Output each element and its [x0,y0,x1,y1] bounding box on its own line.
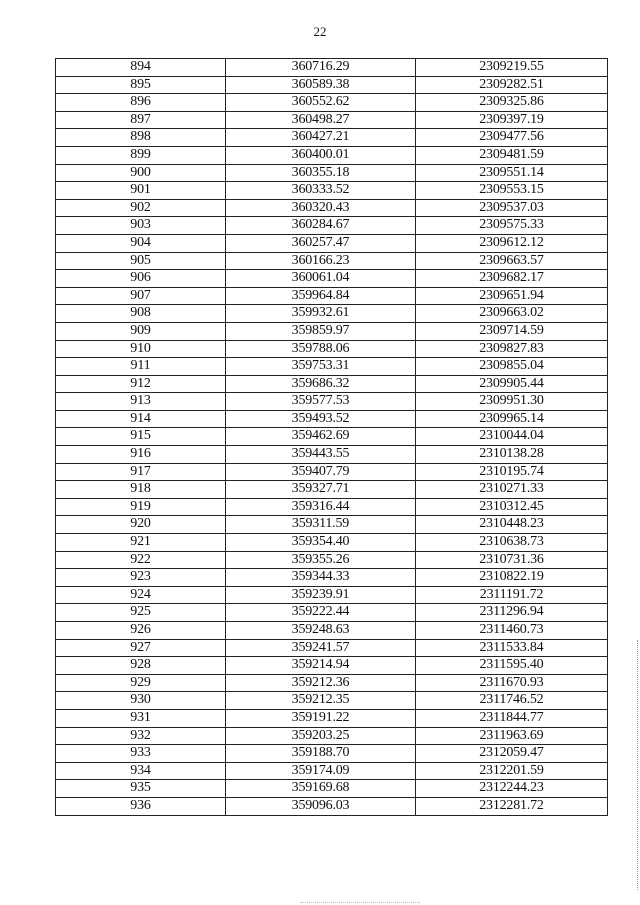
point-number-cell: 931 [56,709,226,727]
table-row [56,516,608,534]
y-coordinate-cell: 2310044.04 [416,428,608,446]
y-coordinate-cell: 2312281.72 [416,797,608,815]
x-coordinate-cell: 359407.79 [226,463,416,481]
page-number: 22 [313,24,327,39]
y-coordinate-cell: 2309551.14 [416,164,608,182]
coordinates-table-body [56,59,608,816]
table-row [56,481,608,499]
y-coordinate-cell: 2309612.12 [416,234,608,252]
y-coordinate-cell: 2310271.33 [416,481,608,499]
x-coordinate-cell: 360427.21 [226,129,416,147]
x-coordinate-cell: 359311.59 [226,516,416,534]
y-coordinate-cell: 2311746.52 [416,692,608,710]
y-coordinate-cell: 2309855.04 [416,358,608,376]
table-row [56,94,608,112]
point-number-cell: 917 [56,463,226,481]
x-coordinate-cell: 359493.52 [226,410,416,428]
y-coordinate-cell: 2309714.59 [416,322,608,340]
point-number-cell: 909 [56,322,226,340]
table-row [56,622,608,640]
point-number-cell: 930 [56,692,226,710]
y-coordinate-cell: 2310448.23 [416,516,608,534]
point-number-cell: 902 [56,199,226,217]
table-row [56,551,608,569]
y-coordinate-cell: 2309827.83 [416,340,608,358]
y-coordinate-cell: 2309965.14 [416,410,608,428]
x-coordinate-cell: 359753.31 [226,358,416,376]
point-number-cell: 922 [56,551,226,569]
table-row [56,234,608,252]
table-row [56,393,608,411]
point-number-cell: 916 [56,446,226,464]
table-row [56,780,608,798]
x-coordinate-cell: 359239.91 [226,586,416,604]
x-coordinate-cell: 359327.71 [226,481,416,499]
table-row [56,674,608,692]
table-row [56,375,608,393]
x-coordinate-cell: 360320.43 [226,199,416,217]
x-coordinate-cell: 359241.57 [226,639,416,657]
y-coordinate-cell: 2311296.94 [416,604,608,622]
x-coordinate-cell: 360552.62 [226,94,416,112]
x-coordinate-cell: 360498.27 [226,111,416,129]
point-number-cell: 912 [56,375,226,393]
y-coordinate-cell: 2309682.17 [416,270,608,288]
y-coordinate-cell: 2309397.19 [416,111,608,129]
x-coordinate-cell: 359222.44 [226,604,416,622]
y-coordinate-cell: 2310195.74 [416,463,608,481]
y-coordinate-cell: 2312059.47 [416,745,608,763]
table-row [56,463,608,481]
table-row [56,129,608,147]
y-coordinate-cell: 2309477.56 [416,129,608,147]
point-number-cell: 903 [56,217,226,235]
x-coordinate-cell: 359859.97 [226,322,416,340]
point-number-cell: 935 [56,780,226,798]
table-row [56,199,608,217]
table-row [56,428,608,446]
y-coordinate-cell: 2309663.57 [416,252,608,270]
point-number-cell: 915 [56,428,226,446]
point-number-cell: 895 [56,76,226,94]
x-coordinate-cell: 359788.06 [226,340,416,358]
x-coordinate-cell: 360257.47 [226,234,416,252]
x-coordinate-cell: 359169.68 [226,780,416,798]
point-number-cell: 904 [56,234,226,252]
x-coordinate-cell: 359577.53 [226,393,416,411]
x-coordinate-cell: 359354.40 [226,534,416,552]
table-row [56,358,608,376]
point-number-cell: 905 [56,252,226,270]
x-coordinate-cell: 359932.61 [226,305,416,323]
x-coordinate-cell: 360284.67 [226,217,416,235]
table-row [56,217,608,235]
x-coordinate-cell: 360589.38 [226,76,416,94]
x-coordinate-cell: 360400.01 [226,146,416,164]
point-number-cell: 933 [56,745,226,763]
y-coordinate-cell: 2310822.19 [416,569,608,587]
point-number-cell: 932 [56,727,226,745]
table-row [56,305,608,323]
table-row [56,745,608,763]
scan-footer-mark [300,902,420,903]
y-coordinate-cell: 2310731.36 [416,551,608,569]
table-row [56,498,608,516]
x-coordinate-cell: 359191.22 [226,709,416,727]
x-coordinate-cell: 359686.32 [226,375,416,393]
table-row [56,410,608,428]
table-row [56,709,608,727]
point-number-cell: 894 [56,59,226,77]
y-coordinate-cell: 2309537.03 [416,199,608,217]
point-number-cell: 896 [56,94,226,112]
point-number-cell: 899 [56,146,226,164]
point-number-cell: 898 [56,129,226,147]
x-coordinate-cell: 359096.03 [226,797,416,815]
table-row [56,446,608,464]
point-number-cell: 906 [56,270,226,288]
table-row [56,762,608,780]
y-coordinate-cell: 2309951.30 [416,393,608,411]
y-coordinate-cell: 2310312.45 [416,498,608,516]
y-coordinate-cell: 2310638.73 [416,534,608,552]
x-coordinate-cell: 360061.04 [226,270,416,288]
table-row [56,111,608,129]
table-row [56,76,608,94]
table-row [56,164,608,182]
x-coordinate-cell: 360166.23 [226,252,416,270]
y-coordinate-cell: 2310138.28 [416,446,608,464]
table-row [56,692,608,710]
x-coordinate-cell: 359443.55 [226,446,416,464]
point-number-cell: 910 [56,340,226,358]
point-number-cell: 924 [56,586,226,604]
point-number-cell: 925 [56,604,226,622]
y-coordinate-cell: 2311595.40 [416,657,608,675]
y-coordinate-cell: 2312244.23 [416,780,608,798]
point-number-cell: 926 [56,622,226,640]
table-row [56,322,608,340]
point-number-cell: 928 [56,657,226,675]
point-number-cell: 919 [56,498,226,516]
x-coordinate-cell: 359212.35 [226,692,416,710]
y-coordinate-cell: 2309219.55 [416,59,608,77]
table-row [56,534,608,552]
x-coordinate-cell: 359212.36 [226,674,416,692]
x-coordinate-cell: 359203.25 [226,727,416,745]
scan-edge-mark [634,640,638,890]
table-row [56,340,608,358]
table-row [56,270,608,288]
point-number-cell: 918 [56,481,226,499]
table-row [56,59,608,77]
point-number-cell: 913 [56,393,226,411]
point-number-cell: 923 [56,569,226,587]
x-coordinate-cell: 359248.63 [226,622,416,640]
point-number-cell: 921 [56,534,226,552]
point-number-cell: 920 [56,516,226,534]
table-row [56,639,608,657]
x-coordinate-cell: 359344.33 [226,569,416,587]
y-coordinate-cell: 2311670.93 [416,674,608,692]
point-number-cell: 897 [56,111,226,129]
point-number-cell: 907 [56,287,226,305]
x-coordinate-cell: 359188.70 [226,745,416,763]
table-row [56,569,608,587]
y-coordinate-cell: 2311963.69 [416,727,608,745]
y-coordinate-cell: 2309282.51 [416,76,608,94]
point-number-cell: 900 [56,164,226,182]
point-number-cell: 901 [56,182,226,200]
point-number-cell: 911 [56,358,226,376]
y-coordinate-cell: 2309663.02 [416,305,608,323]
y-coordinate-cell: 2309553.15 [416,182,608,200]
y-coordinate-cell: 2309905.44 [416,375,608,393]
y-coordinate-cell: 2309651.94 [416,287,608,305]
point-number-cell: 914 [56,410,226,428]
y-coordinate-cell: 2311844.77 [416,709,608,727]
point-number-cell: 936 [56,797,226,815]
y-coordinate-cell: 2311460.73 [416,622,608,640]
x-coordinate-cell: 359964.84 [226,287,416,305]
y-coordinate-cell: 2309575.33 [416,217,608,235]
table-row [56,586,608,604]
table-row [56,146,608,164]
x-coordinate-cell: 360333.52 [226,182,416,200]
table-row [56,182,608,200]
table-row [56,657,608,675]
y-coordinate-cell: 2311533.84 [416,639,608,657]
y-coordinate-cell: 2312201.59 [416,762,608,780]
x-coordinate-cell: 359174.09 [226,762,416,780]
table-row [56,252,608,270]
point-number-cell: 934 [56,762,226,780]
y-coordinate-cell: 2309481.59 [416,146,608,164]
y-coordinate-cell: 2311191.72 [416,586,608,604]
table-row [56,287,608,305]
point-number-cell: 929 [56,674,226,692]
x-coordinate-cell: 359355.26 [226,551,416,569]
table-row [56,604,608,622]
table-row [56,797,608,815]
x-coordinate-cell: 360355.18 [226,164,416,182]
point-number-cell: 908 [56,305,226,323]
x-coordinate-cell: 359316.44 [226,498,416,516]
x-coordinate-cell: 359214.94 [226,657,416,675]
y-coordinate-cell: 2309325.86 [416,94,608,112]
table-row [56,727,608,745]
x-coordinate-cell: 360716.29 [226,59,416,77]
x-coordinate-cell: 359462.69 [226,428,416,446]
point-number-cell: 927 [56,639,226,657]
coordinates-table [55,58,608,816]
